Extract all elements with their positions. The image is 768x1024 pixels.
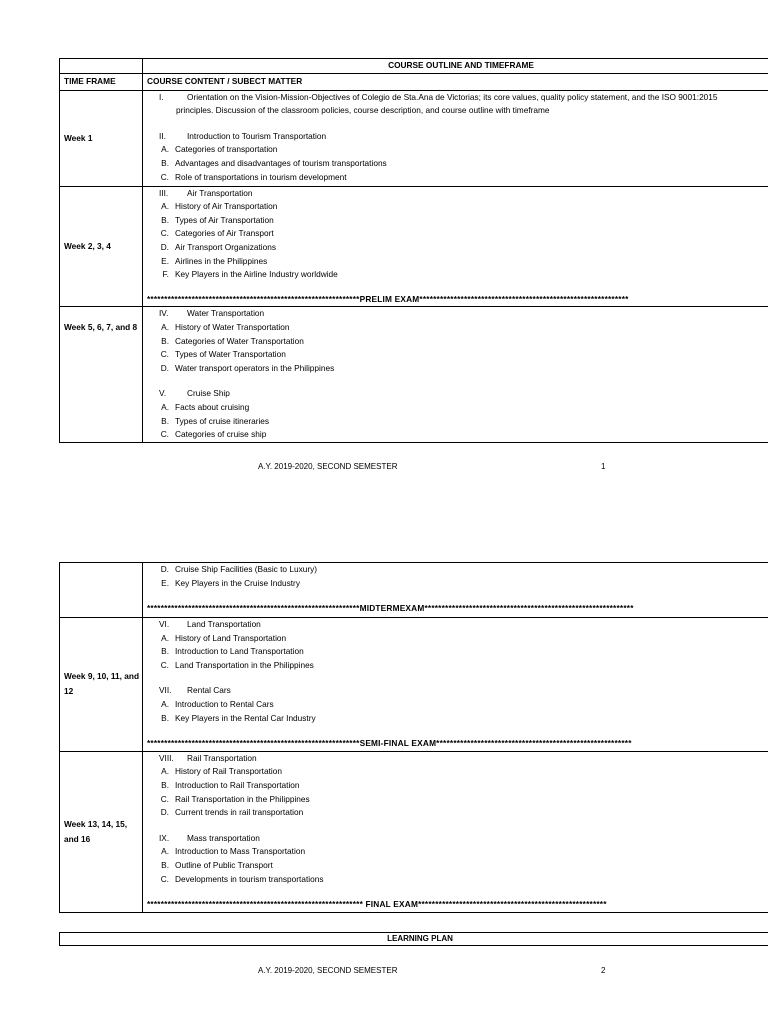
topic-item	[147, 659, 768, 673]
topic-item	[147, 428, 768, 442]
item-text: History of Land Transportation	[175, 632, 287, 643]
item-marker: B.	[161, 712, 169, 723]
item-marker: E.	[161, 577, 169, 588]
item-text: Introduction to Rental Cars	[175, 698, 274, 709]
topic-heading	[147, 130, 768, 144]
item-text: Key Players in the Airline Industry worldwide	[175, 269, 338, 280]
topic-item	[147, 200, 768, 214]
exam-separator: **************************************************************PRELIM EXAM*************************************************************	[147, 293, 629, 304]
topic-heading	[147, 684, 768, 698]
topic-item	[147, 563, 768, 577]
item-text: Rail Transportation	[187, 752, 257, 763]
item-text: Airlines in the Philippines	[175, 255, 268, 266]
item-text: Categories of Water Transportation	[175, 335, 304, 346]
item-text: Types of Air Transportation	[175, 214, 274, 225]
week-content	[143, 186, 768, 307]
item-text: Role of transportations in tourism development	[175, 171, 347, 182]
item-marker: B.	[161, 859, 169, 870]
item-text: Orientation on the Vision-Mission-Objectives of Colegio de Sta.Ana de Victorias; its core values, quality policy statement, and the ISO 9001:2015	[187, 91, 718, 102]
table-title: COURSE OUTLINE AND TIMEFRAME	[143, 59, 768, 74]
week-label: Week 1	[60, 90, 143, 186]
week-label: Week 5, 6, 7, and 8	[60, 307, 143, 442]
table-row	[60, 90, 768, 186]
item-text: Air Transport Organizations	[175, 241, 276, 252]
table-row	[60, 307, 768, 442]
item-marker: D.	[160, 807, 169, 818]
item-marker: C.	[160, 873, 169, 884]
table-corner-cell	[60, 59, 143, 74]
item-text: Introduction to Mass Transportation	[175, 846, 306, 857]
table-row	[60, 563, 768, 618]
item-text: History of Air Transportation	[175, 201, 278, 212]
item-marker: D.	[160, 362, 169, 373]
item-text: Cruise Ship Facilities (Basic to Luxury)	[175, 564, 318, 574]
footer-semester: A.Y. 2019-2020, SECOND SEMESTER	[258, 966, 398, 975]
table-row	[60, 751, 768, 912]
week-label	[60, 563, 143, 618]
table-row	[60, 618, 768, 752]
item-marker: A.	[161, 766, 169, 777]
item-marker: III.	[159, 187, 169, 198]
week-content	[143, 751, 768, 912]
topic-heading	[147, 187, 768, 201]
item-marker: A.	[161, 401, 169, 412]
topic-item	[147, 765, 768, 779]
table-row	[60, 186, 768, 307]
topic-item	[147, 415, 768, 429]
topic-heading	[147, 307, 768, 321]
topic-heading	[147, 91, 768, 105]
exam-separator: *************************************************************** FINAL EXAM*******************************************************	[147, 899, 607, 910]
item-marker: C.	[160, 171, 169, 182]
topic-item	[147, 143, 768, 157]
item-marker: C.	[160, 349, 169, 360]
item-text: Outline of Public Transport	[175, 859, 273, 870]
item-text: Types of Water Transportation	[175, 349, 286, 360]
item-marker: II.	[159, 130, 166, 141]
topic-item	[147, 157, 768, 171]
item-marker: A.	[161, 321, 169, 332]
topic-heading	[147, 387, 768, 401]
item-text: Categories of transportation	[175, 144, 278, 155]
topic-item	[147, 577, 768, 591]
topic-item	[147, 859, 768, 873]
topic-item	[147, 401, 768, 415]
topic-item	[147, 171, 768, 185]
topic-item	[147, 321, 768, 335]
topic-item	[147, 793, 768, 807]
item-text: Facts about cruising	[175, 401, 250, 412]
item-marker: A.	[161, 632, 169, 643]
topic-item	[147, 698, 768, 712]
item-marker: C.	[160, 228, 169, 239]
spacer	[147, 672, 768, 684]
item-marker: C.	[160, 659, 169, 670]
week-label: Week 2, 3, 4	[60, 186, 143, 307]
item-text: Categories of Air Transport	[175, 228, 274, 239]
week-content	[143, 90, 768, 186]
week-content	[143, 618, 768, 752]
learning-plan-header: LEARNING PLAN	[59, 932, 768, 946]
item-marker: VII.	[159, 685, 172, 696]
topic-item	[147, 214, 768, 228]
item-text: History of Rail Transportation	[175, 766, 282, 777]
item-marker: IX.	[159, 832, 170, 843]
week-label: Week 13, 14, 15, and 16	[60, 751, 143, 912]
item-marker: B.	[161, 157, 169, 168]
topic-heading	[147, 832, 768, 846]
topic-item	[147, 712, 768, 726]
week-content	[143, 563, 768, 618]
column-header-content: COURSE CONTENT / SUBECT MATTER	[143, 73, 768, 90]
topic-item	[147, 268, 768, 282]
topic-item	[147, 348, 768, 362]
spacer	[147, 820, 768, 832]
item-text: Current trends in rail transportation	[175, 807, 304, 818]
course-outline-table-page2	[59, 562, 768, 913]
item-text: Introduction to Land Transportation	[175, 646, 304, 657]
item-text: Land Transportation	[187, 619, 261, 629]
item-text: Land Transportation in the Philippines	[175, 659, 314, 670]
spacer	[147, 590, 768, 602]
item-marker: I.	[159, 91, 164, 102]
spacer	[147, 282, 768, 293]
topic-item	[147, 104, 768, 118]
item-text: Cruise Ship	[187, 388, 230, 399]
item-marker: D.	[160, 564, 169, 574]
item-marker: A.	[161, 698, 169, 709]
week-content	[143, 307, 768, 442]
item-marker: B.	[161, 646, 169, 657]
item-text: Rental Cars	[187, 685, 231, 696]
item-text: Developments in tourism transportations	[175, 873, 324, 884]
item-marker: B.	[161, 415, 169, 426]
item-marker: V.	[159, 388, 167, 399]
topic-item	[147, 806, 768, 820]
topic-item	[147, 873, 768, 887]
item-text: Introduction to Rail Transportation	[175, 779, 300, 790]
item-marker: IV.	[159, 308, 169, 319]
item-text: Key Players in the Cruise Industry	[175, 577, 300, 588]
topic-item	[147, 645, 768, 659]
exam-separator: **************************************************************MIDTERMEXAM*************************************************************	[147, 603, 634, 614]
item-marker: E.	[161, 255, 169, 266]
topic-heading	[147, 618, 768, 632]
topic-item	[147, 632, 768, 646]
topic-item	[147, 335, 768, 349]
item-text: Introduction to Tourism Transportation	[187, 130, 327, 141]
topic-item	[147, 227, 768, 241]
topic-item	[147, 845, 768, 859]
item-marker: VI.	[159, 619, 170, 629]
topic-item	[147, 241, 768, 255]
topic-item	[147, 779, 768, 793]
item-marker: B.	[161, 779, 169, 790]
item-marker: F.	[162, 269, 169, 280]
item-text: Key Players in the Rental Car Industry	[175, 712, 316, 723]
item-text: Air Transportation	[187, 187, 253, 198]
footer-semester: A.Y. 2019-2020, SECOND SEMESTER	[258, 462, 398, 471]
spacer	[147, 725, 768, 737]
item-text: Types of cruise itineraries	[175, 415, 270, 426]
spacer	[147, 886, 768, 898]
spacer	[147, 118, 768, 130]
item-text: Water Transportation	[187, 308, 265, 319]
spacer	[147, 375, 768, 387]
exam-separator: **************************************************************SEMI-FINAL EXAM*********************************************************	[147, 738, 632, 749]
item-text: principles. Discussion of the classroom policies, course description, and course outline with timeframe	[176, 105, 550, 116]
item-marker: B.	[161, 214, 169, 225]
item-text: Advantages and disadvantages of tourism transportations	[175, 157, 387, 168]
footer-page-number: 1	[601, 462, 606, 471]
item-marker: A.	[161, 201, 169, 212]
course-outline-table-page1	[59, 58, 768, 443]
column-header-timeframe: TIME FRAME	[60, 73, 143, 90]
item-marker: A.	[161, 846, 169, 857]
topic-heading	[147, 752, 768, 766]
item-text: Rail Transportation in the Philippines	[175, 793, 310, 804]
item-marker: D.	[160, 241, 169, 252]
topic-item	[147, 362, 768, 376]
item-marker: B.	[161, 335, 169, 346]
item-marker: VIII.	[159, 752, 174, 763]
item-marker: C.	[160, 793, 169, 804]
item-marker: C.	[160, 429, 169, 440]
item-text: Categories of cruise ship	[175, 429, 267, 440]
topic-item	[147, 255, 768, 269]
item-text: Mass transportation	[187, 832, 260, 843]
footer-page-number: 2	[601, 966, 606, 975]
item-marker: A.	[161, 144, 169, 155]
week-label: Week 9, 10, 11, and 12	[60, 618, 143, 752]
item-text: Water transport operators in the Philippines	[175, 362, 335, 373]
item-text: History of Water Transportation	[175, 321, 290, 332]
